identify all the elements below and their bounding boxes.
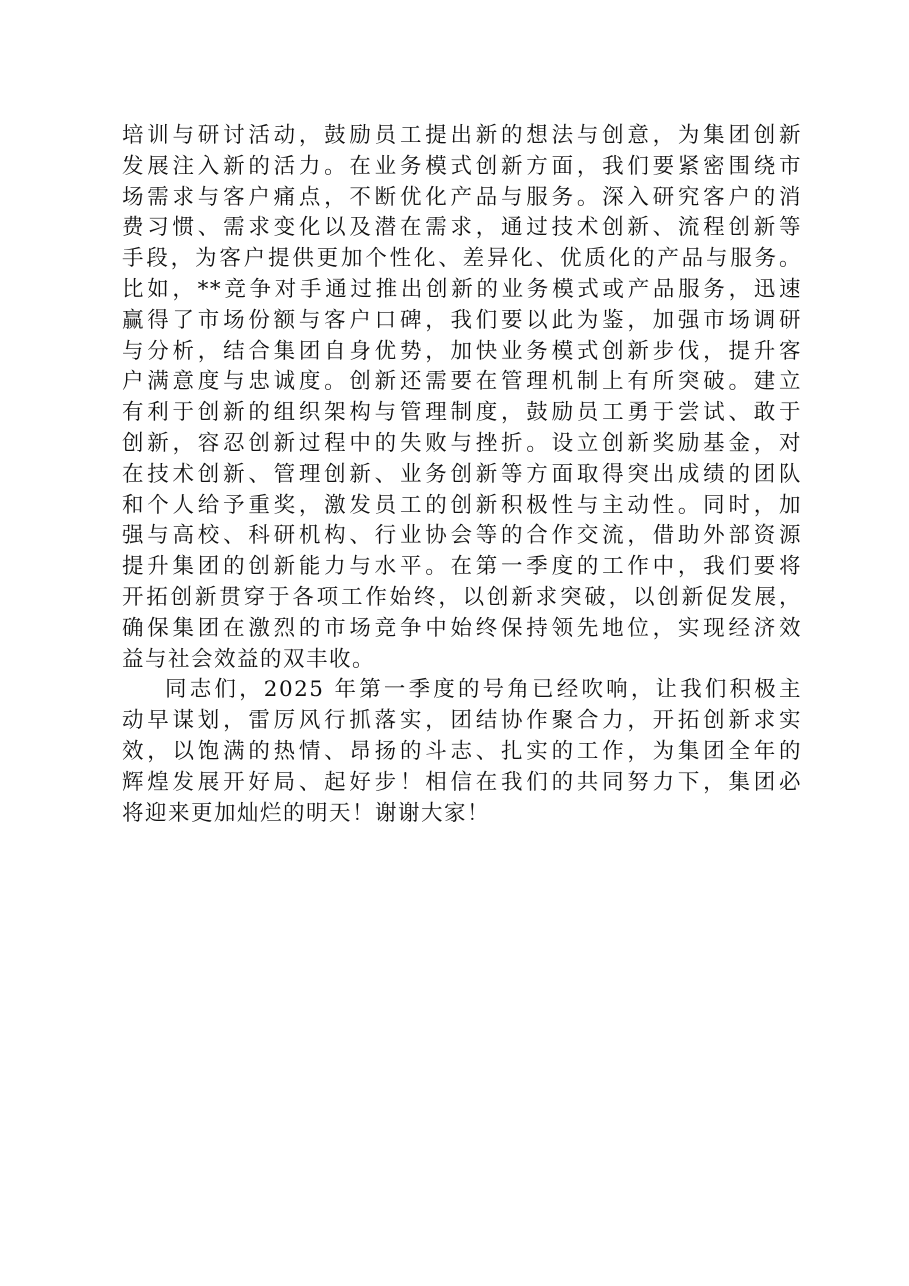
text-line: 赢得了市场份额与客户口碑，我们要以此为鉴，加强市场调研 (122, 307, 802, 333)
text-line: 手段，为客户提供更加个性化、差异化、优质化的产品与服务。 (122, 246, 802, 272)
text-line: 辉煌发展开好局、起好步！相信在我们的共同努力下，集团必 (122, 769, 802, 795)
paragraph-closing (122, 675, 802, 829)
text-line: 确保集团在激烈的市场竞争中始终保持领先地位，实现经济效 (122, 615, 802, 641)
text-line: 效，以饱满的热情、昂扬的斗志、扎实的工作，为集团全年的 (122, 738, 802, 764)
text-line: 开拓创新贯穿于各项工作始终，以创新求突破，以创新促发展， (122, 584, 802, 610)
text-line: 在技术创新、管理创新、业务创新等方面取得突出成绩的团队 (122, 461, 802, 487)
text-line: 有利于创新的组织架构与管理制度，鼓励员工勇于尝试、敢于 (122, 400, 802, 426)
text-line: 发展注入新的活力。在业务模式创新方面，我们要紧密围绕市 (122, 153, 802, 179)
text-line: 创新，容忍创新过程中的失败与挫折。设立创新奖励基金，对 (122, 430, 802, 456)
text-line: 将迎来更加灿烂的明天！谢谢大家！ (122, 800, 491, 826)
text-line: 户满意度与忠诚度。创新还需要在管理机制上有所突破。建立 (122, 369, 802, 395)
text-line: 和个人给予重奖，激发员工的创新积极性与主动性。同时，加 (122, 492, 802, 518)
text-line: 动早谋划，雷厉风行抓落实，团结协作聚合力，开拓创新求实 (122, 708, 802, 734)
text-line: 提升集团的创新能力与水平。在第一季度的工作中，我们要将 (122, 554, 802, 580)
text-line: 比如，**竞争对手通过推出创新的业务模式或产品服务，迅速 (122, 276, 802, 302)
text-line: 同志们，2025 年第一季度的号角已经吹响，让我们积极主 (165, 677, 802, 703)
text-line: 强与高校、科研机构、行业协会等的合作交流，借助外部资源 (122, 523, 802, 549)
text-line: 与分析，结合集团自身优势，加快业务模式创新步伐，提升客 (122, 338, 802, 364)
document-body (122, 121, 802, 829)
paragraph-innovation (122, 121, 802, 675)
text-line: 培训与研讨活动，鼓励员工提出新的想法与创意，为集团创新 (122, 123, 802, 148)
text-line: 费习惯、需求变化以及潜在需求，通过技术创新、流程创新等 (122, 215, 802, 241)
text-line: 益与社会效益的双丰收。 (122, 646, 376, 672)
text-line: 场需求与客户痛点，不断优化产品与服务。深入研究客户的消 (122, 184, 802, 210)
